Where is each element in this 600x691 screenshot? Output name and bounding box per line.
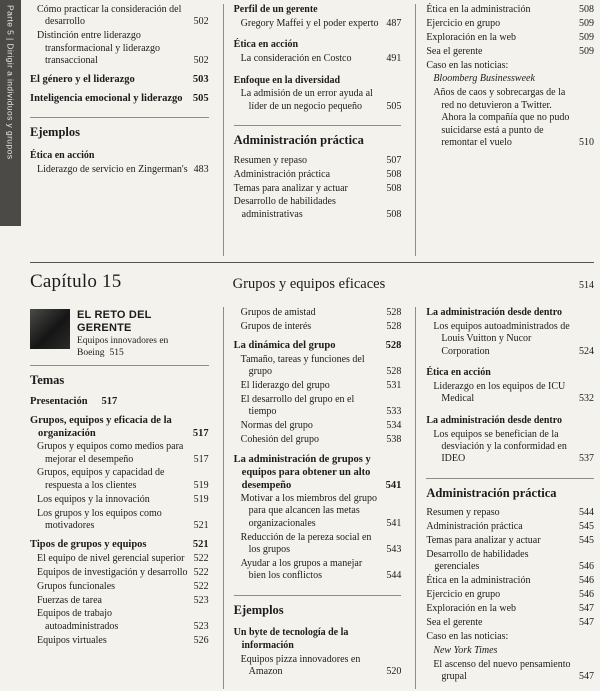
entry-text: Grupos funcionales bbox=[37, 580, 116, 592]
entry-page-number: 538 bbox=[386, 434, 402, 446]
entry-text: La administración desde dentro bbox=[426, 307, 562, 318]
entry-text: Gregory Maffei y el poder experto bbox=[240, 17, 379, 29]
entry-page-number: 547 bbox=[579, 670, 594, 682]
entry-text: Años de caos y sobrecargas de la red no detuvieron a Twitter. Ahora la compañía que no pudo suicidarse está a punto de remontar el vuelo bbox=[433, 87, 570, 148]
toc-entry bbox=[30, 441, 209, 466]
entry-text: Fuerzas de tarea bbox=[37, 594, 102, 606]
entry-page-number: 546 bbox=[579, 589, 594, 601]
entry-text: Los equipos autoadministrados de Louis Vuitton y Nucor Corporation bbox=[433, 320, 570, 357]
entry-text: Ética en acción bbox=[30, 149, 95, 161]
entry-page-number: 544 bbox=[386, 570, 402, 582]
toc-entry bbox=[426, 507, 594, 519]
entry-text: La administración desde dentro bbox=[426, 414, 562, 426]
previous-chapter-toc bbox=[30, 0, 594, 256]
toc-entry bbox=[30, 73, 209, 86]
entry-page-number: 508 bbox=[579, 4, 594, 15]
toc-entry bbox=[30, 4, 209, 29]
entry-text: Los equipos se benefician de la desviación y la conformidad en IDEO bbox=[433, 428, 567, 465]
toc-entry bbox=[426, 367, 594, 379]
toc-top-column-2 bbox=[223, 4, 402, 256]
entry-text: Administración práctica bbox=[426, 521, 523, 533]
toc-entry bbox=[426, 521, 594, 533]
toc-entry bbox=[234, 532, 402, 557]
entry-page-number: 508 bbox=[386, 168, 402, 180]
entry-page-number: 528 bbox=[386, 307, 402, 318]
toc-entry bbox=[234, 4, 402, 16]
entry-page-number: 546 bbox=[579, 575, 594, 587]
entry-text: Ética en acción bbox=[233, 39, 299, 51]
toc-entry bbox=[426, 659, 594, 684]
toc-entry bbox=[30, 508, 209, 533]
toc-entry bbox=[234, 39, 402, 51]
entry-text: Inteligencia emocional y liderazgo bbox=[30, 93, 183, 105]
toc-entry bbox=[234, 654, 402, 679]
toc-entry bbox=[234, 155, 402, 167]
entry-text: Equipos virtuales bbox=[37, 634, 107, 646]
toc-entry bbox=[426, 307, 594, 319]
entry-text: Temas para analizar y actuar bbox=[233, 182, 348, 194]
entry-text: Cómo practicar la consideración del desarrollo bbox=[37, 4, 182, 28]
toc-entry bbox=[30, 117, 209, 141]
entry-text: Ejercicio en grupo bbox=[426, 17, 501, 29]
toc-entry bbox=[234, 380, 402, 392]
toc-entry bbox=[30, 494, 209, 506]
entry-text: Bloomberg Businessweek bbox=[433, 73, 535, 85]
entry-text: La consideración en Costco bbox=[240, 53, 352, 65]
toc-entry bbox=[426, 535, 594, 547]
entry-page-number: 507 bbox=[386, 154, 402, 166]
toc-entry bbox=[426, 32, 594, 44]
toc-entry bbox=[234, 169, 402, 181]
toc-entry bbox=[234, 595, 402, 619]
entry-text: La administración de grupos y equipos para obtener un alto desempeño bbox=[233, 453, 371, 491]
toc-entry bbox=[234, 394, 402, 419]
entry-page-number: 510 bbox=[579, 136, 594, 148]
toc-entry bbox=[30, 30, 209, 67]
toc-bottom-column-2 bbox=[223, 307, 402, 689]
entry-text: Administración práctica bbox=[233, 168, 331, 180]
entry-page-number: 519 bbox=[193, 493, 209, 505]
toc-entry bbox=[30, 92, 209, 105]
toc-entry bbox=[30, 538, 209, 551]
entry-page-number: 517 bbox=[101, 395, 118, 407]
entry-page-number: 508 bbox=[386, 208, 402, 220]
toc-entry bbox=[426, 603, 594, 615]
toc-entry bbox=[30, 595, 209, 607]
entry-page-number: 503 bbox=[192, 74, 209, 86]
toc-entry bbox=[30, 581, 209, 593]
entry-text: Resumen y repaso bbox=[233, 154, 307, 166]
chapter-toc bbox=[30, 307, 594, 689]
entry-text: Equipos de trabajo autoadministrados bbox=[37, 608, 119, 632]
entry-text: Liderazgo de servicio en Zingerman's bbox=[37, 163, 188, 175]
entry-page-number: 508 bbox=[386, 182, 402, 194]
toc-entry bbox=[426, 4, 594, 16]
toc-entry bbox=[234, 196, 402, 221]
entry-text: Desarrollo de habilidades administrativas bbox=[233, 196, 336, 220]
entry-text: Administración práctica bbox=[233, 133, 364, 148]
toc-entry bbox=[234, 420, 402, 432]
toc-top-column-3 bbox=[415, 4, 594, 256]
toc-entry bbox=[234, 88, 402, 113]
entry-page-number: 528 bbox=[385, 340, 402, 352]
entry-page-number: 522 bbox=[193, 552, 209, 564]
toc-entry bbox=[30, 567, 209, 579]
entry-page-number: 522 bbox=[193, 580, 209, 592]
toc-entry bbox=[234, 125, 402, 149]
toc-bottom-column-1-list bbox=[30, 365, 209, 647]
entry-text: Los grupos y los equipos como motivadores bbox=[37, 507, 162, 531]
entry-page-number: 543 bbox=[386, 544, 402, 556]
chapter-heading-row bbox=[30, 262, 594, 305]
entry-page-number: 487 bbox=[386, 17, 402, 29]
entry-text: El ascenso del nuevo pensamiento grupal bbox=[433, 658, 571, 682]
entry-page-number: 531 bbox=[386, 380, 402, 392]
entry-text: El género y el liderazgo bbox=[30, 74, 135, 86]
toc-entry bbox=[234, 75, 402, 87]
entry-page-number: 526 bbox=[193, 634, 209, 646]
entry-text: Caso en las noticias: bbox=[426, 630, 509, 642]
toc-entry bbox=[234, 307, 402, 319]
toc-entry bbox=[234, 558, 402, 583]
entry-page-number: 491 bbox=[386, 53, 402, 65]
entry-text: Ejemplos bbox=[30, 125, 80, 140]
toc-entry bbox=[234, 354, 402, 379]
entry-text: Equipos de investigación y desarrollo bbox=[37, 566, 188, 578]
feature-page-number: 515 bbox=[109, 347, 124, 358]
entry-text: Grupos, equipos y capacidad de respuesta a los clientes bbox=[37, 467, 165, 491]
entry-text: Exploración en la web bbox=[426, 603, 517, 615]
entry-page-number: 547 bbox=[579, 616, 594, 628]
entry-text: Reducción de la pereza social en los grupos bbox=[240, 531, 372, 556]
entry-text: Desarrollo de habilidades gerenciales bbox=[426, 548, 529, 573]
entry-text: Grupos, equipos y eficacia de la organización bbox=[30, 414, 172, 439]
entry-text: Ejemplos bbox=[233, 602, 284, 617]
entry-text: Cohesión del grupo bbox=[240, 434, 319, 446]
toc-top-column-1 bbox=[30, 4, 209, 256]
entry-page-number: 509 bbox=[579, 31, 594, 43]
entry-text: New York Times bbox=[433, 644, 498, 656]
toc-entry bbox=[30, 150, 209, 162]
entry-text: Motivar a los miembros del grupo para que alcancen las metas organizacionales bbox=[240, 493, 378, 529]
toc-entry bbox=[30, 553, 209, 565]
feature-caption bbox=[77, 336, 202, 359]
entry-page-number: 532 bbox=[579, 393, 594, 405]
entry-page-number: 541 bbox=[385, 479, 402, 491]
feature-caption-text: Equipos innovadores en Boeing bbox=[77, 336, 169, 358]
toc-entry bbox=[426, 60, 594, 72]
entry-page-number: 517 bbox=[192, 427, 209, 439]
toc-bottom-column-1 bbox=[30, 307, 209, 689]
entry-page-number: 523 bbox=[193, 594, 209, 606]
toc-entry bbox=[426, 73, 594, 85]
entry-text: Temas para analizar y actuar bbox=[426, 535, 541, 547]
entry-page-number: 528 bbox=[386, 366, 402, 378]
feature-title: EL RETO DEL GERENTE bbox=[77, 309, 152, 334]
entry-text: Ética en acción bbox=[426, 367, 491, 379]
entry-page-number: 523 bbox=[193, 620, 209, 632]
entry-text: Distinción entre liderazgo transformacional y liderazgo transaccional bbox=[37, 30, 160, 67]
feature-text-block bbox=[77, 309, 202, 359]
toc-entry bbox=[426, 575, 594, 587]
entry-text: Temas bbox=[30, 373, 65, 388]
toc-entry bbox=[426, 478, 594, 502]
entry-page-number: 524 bbox=[579, 345, 594, 357]
entry-text: Tamaño, tareas y funciones del grupo bbox=[240, 353, 365, 378]
entry-text: Tipos de grupos y equipos bbox=[30, 539, 147, 551]
entry-text: La admisión de un error ayuda al líder de un negocio pequeño bbox=[240, 88, 373, 112]
toc-entry bbox=[234, 183, 402, 195]
toc-entry bbox=[426, 429, 594, 466]
entry-page-number: 545 bbox=[579, 521, 594, 533]
toc-entry bbox=[426, 631, 594, 643]
entry-text: Perfil de un gerente bbox=[233, 4, 318, 15]
entry-text: Normas del grupo bbox=[240, 420, 313, 432]
entry-page-number: 533 bbox=[386, 406, 402, 418]
toc-entry bbox=[426, 415, 594, 427]
entry-page-number: 509 bbox=[579, 45, 594, 57]
entry-page-number: 519 bbox=[193, 479, 209, 491]
toc-entry bbox=[30, 414, 209, 440]
entry-text: Grupos y equipos como medios para mejorar el desempeño bbox=[37, 441, 184, 465]
toc-entry bbox=[426, 18, 594, 30]
chapter-opener-feature bbox=[30, 309, 209, 359]
part-tab-label: Parte 5 | Dirigir a individuos y grupos bbox=[5, 5, 16, 160]
toc-entry bbox=[426, 381, 594, 406]
entry-page-number: 547 bbox=[579, 603, 594, 615]
entry-text: El liderazgo del grupo bbox=[240, 380, 330, 392]
entry-text: Ayudar a los grupos a manejar bien los conflictos bbox=[240, 558, 363, 582]
toc-entry bbox=[426, 321, 594, 358]
entry-text: Grupos de interés bbox=[240, 320, 312, 332]
entry-page-number: 522 bbox=[193, 566, 209, 578]
toc-entry bbox=[234, 627, 402, 652]
toc-entry bbox=[30, 365, 209, 389]
chapter-number-label: Capítulo 15 bbox=[30, 271, 122, 292]
entry-page-number: 509 bbox=[579, 17, 594, 29]
boeing-photo-thumbnail bbox=[30, 309, 70, 349]
toc-entry bbox=[426, 617, 594, 629]
entry-text: Administración práctica bbox=[426, 485, 557, 500]
entry-page-number: 541 bbox=[386, 517, 402, 529]
entry-page-number: 521 bbox=[193, 519, 209, 531]
entry-text: La dinámica del grupo bbox=[233, 340, 336, 352]
entry-page-number: 545 bbox=[579, 535, 594, 547]
toc-entry bbox=[426, 549, 594, 574]
entry-text: Resumen y repaso bbox=[426, 507, 500, 519]
entry-text: Sea el gerente bbox=[426, 45, 483, 57]
entry-text: Liderazgo en los equipos de ICU Medical bbox=[433, 380, 566, 405]
entry-text: Ejercicio en grupo bbox=[426, 589, 501, 601]
entry-page-number: 505 bbox=[192, 93, 209, 105]
entry-text: Enfoque en la diversidad bbox=[233, 74, 341, 86]
toc-entry bbox=[234, 339, 402, 352]
entry-text: Ética en la administración bbox=[426, 4, 531, 15]
toc-entry bbox=[426, 589, 594, 601]
entry-page-number: 517 bbox=[193, 453, 209, 465]
entry-text: El desarrollo del grupo en el tiempo bbox=[240, 393, 355, 418]
toc-entry bbox=[30, 608, 209, 633]
chapter-page-number: 514 bbox=[579, 280, 594, 291]
entry-page-number: 528 bbox=[386, 320, 402, 332]
toc-entry bbox=[234, 18, 402, 30]
entry-text: Sea el gerente bbox=[426, 616, 483, 628]
entry-page-number: 505 bbox=[386, 100, 402, 112]
entry-page-number: 537 bbox=[579, 453, 594, 465]
toc-entry bbox=[234, 453, 402, 492]
entry-page-number: 521 bbox=[192, 539, 209, 551]
toc-entry bbox=[30, 164, 209, 176]
part-tab bbox=[0, 0, 21, 226]
entry-page-number: 520 bbox=[386, 665, 402, 677]
chapter-title: Grupos y equipos eficaces bbox=[232, 276, 386, 292]
entry-page-number: 483 bbox=[193, 163, 209, 175]
toc-entry bbox=[426, 87, 594, 149]
entry-text: Ética en la administración bbox=[426, 575, 531, 587]
entry-page-number: 502 bbox=[193, 55, 209, 67]
entry-text: Un byte de tecnología de la información bbox=[233, 627, 349, 651]
toc-bottom-column-3 bbox=[415, 307, 594, 689]
toc-entry bbox=[30, 467, 209, 492]
entry-text: Caso en las noticias: bbox=[426, 59, 509, 71]
toc-entry bbox=[234, 434, 402, 446]
entry-text: Exploración en la web bbox=[426, 31, 517, 43]
entry-page-number: 534 bbox=[386, 420, 402, 432]
entry-page-number: 544 bbox=[579, 507, 594, 519]
toc-entry bbox=[234, 493, 402, 530]
toc-entry bbox=[30, 635, 209, 647]
entry-text: Equipos pizza innovadores en Amazon bbox=[240, 653, 361, 677]
toc-entry bbox=[234, 321, 402, 333]
entry-text: Grupos de amistad bbox=[240, 307, 316, 318]
entry-text: Presentación bbox=[30, 395, 88, 407]
entry-page-number: 546 bbox=[579, 561, 594, 573]
entry-page-number: 502 bbox=[193, 16, 209, 28]
toc-entry bbox=[426, 46, 594, 58]
toc-entry bbox=[426, 645, 594, 657]
toc-entry bbox=[30, 395, 209, 408]
entry-text: El equipo de nivel gerencial superior bbox=[37, 552, 185, 564]
toc-entry bbox=[234, 53, 402, 65]
entry-text: Los equipos y la innovación bbox=[37, 493, 150, 505]
